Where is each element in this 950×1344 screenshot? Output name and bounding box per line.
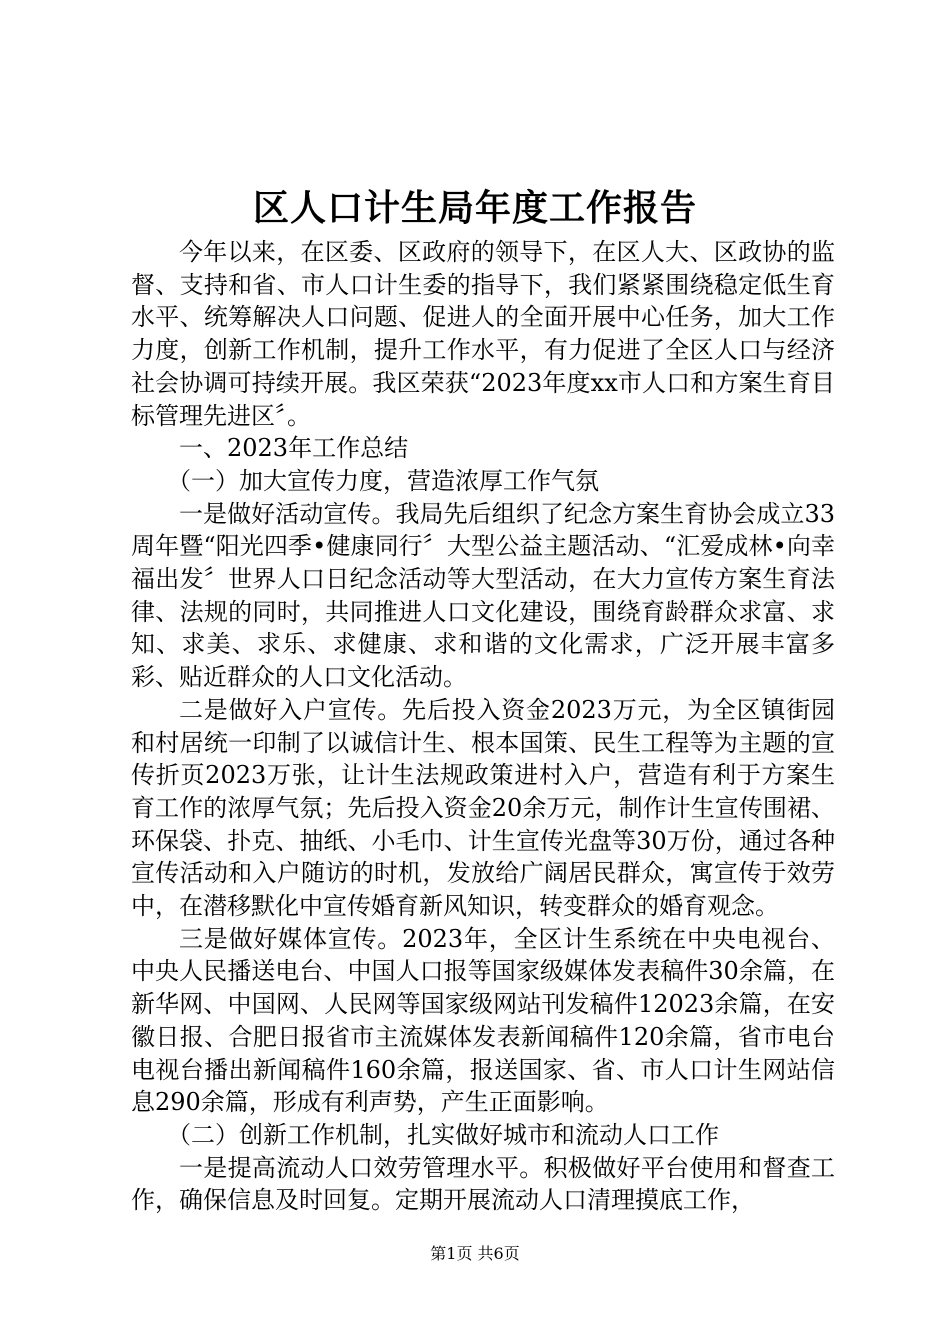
paragraph-activity-publicity: 一是做好活动宣传。我局先后组织了纪念方案生育协会成立33周年暨“阳光四季•健康同行〞大型公益主题活动、“汇爱成林•向幸福出发〞世界人口日纪念活动等大型活动，在大力宣传方案生育法律、法规的同时，共同推进人口文化建设，围绕育龄群众求富、求知、求美、求乐、求健康、求和谐的文化需求，广泛开展丰富多彩、贴近群众的人口文化活动。 — [131, 499, 835, 692]
paragraph-media-publicity: 三是做好媒体宣传。2023年，全区计生系统在中央电视台、中央人民播送电台、中国人口报等国家级媒体发表稿件30余篇，在新华网、中国网、人民网等国家级网站刊发稿件12023余篇，在安徽日报、合肥日报省市主流媒体发表新闻稿件120余篇，省市电台电视台播出新闻稿件160余篇，报送国家、省、市人口计生网站信息290余篇，形成有利声势，产生正面影响。 — [131, 924, 835, 1117]
paragraph-intro: 今年以来，在区委、区政府的领导下，在区人大、区政协的监督、支持和省、市人口计生委的指导下，我们紧紧围绕稳定低生育水平、统筹解决人口问题、促进人的全面开展中心任务，加大工作力度，创新工作机制，提升工作水平，有力促进了全区人口与经济社会协调可持续开展。我区荣获“2023年度xx市人口和方案生育目标管理先进区〞。 — [131, 238, 835, 430]
document-body — [131, 236, 835, 1217]
document-title: 区人口计生局年度工作报告 — [252, 187, 697, 229]
subsection-heading-2: （二）创新工作机制，扎实做好城市和流动人口工作 — [167, 1120, 719, 1149]
page-footer: 第1页 共6页 — [430, 1244, 520, 1263]
paragraph-floating-population: 一是提高流动人口效劳管理水平。积极做好平台使用和督查工作，确保信息及时回复。定期开展流动人口清理摸底工作， — [131, 1153, 835, 1215]
section-heading-1: 一、2023年工作总结 — [179, 434, 409, 463]
paragraph-household-publicity: 二是做好入户宣传。先后投入资金2023万元，为全区镇街园和村居统一印制了以诚信计生、根本国策、民生工程等为主题的宣传折页2023万张，让计生法规政策进村入户，营造有利于方案生育工作的浓厚气氛；先后投入资金20余万元，制作计生宣传围裙、环保袋、扑克、抽纸、小毛巾、计生宣传光盘等30万份，通过各种宣传活动和入户随访的时机，发放给广阔居民群众，寓宣传于效劳中，在潜移默化中宣传婚育新风知识，转变群众的婚育观念。 — [131, 695, 835, 921]
subsection-heading-1: （一）加大宣传力度，营造浓厚工作气氛 — [167, 466, 599, 495]
